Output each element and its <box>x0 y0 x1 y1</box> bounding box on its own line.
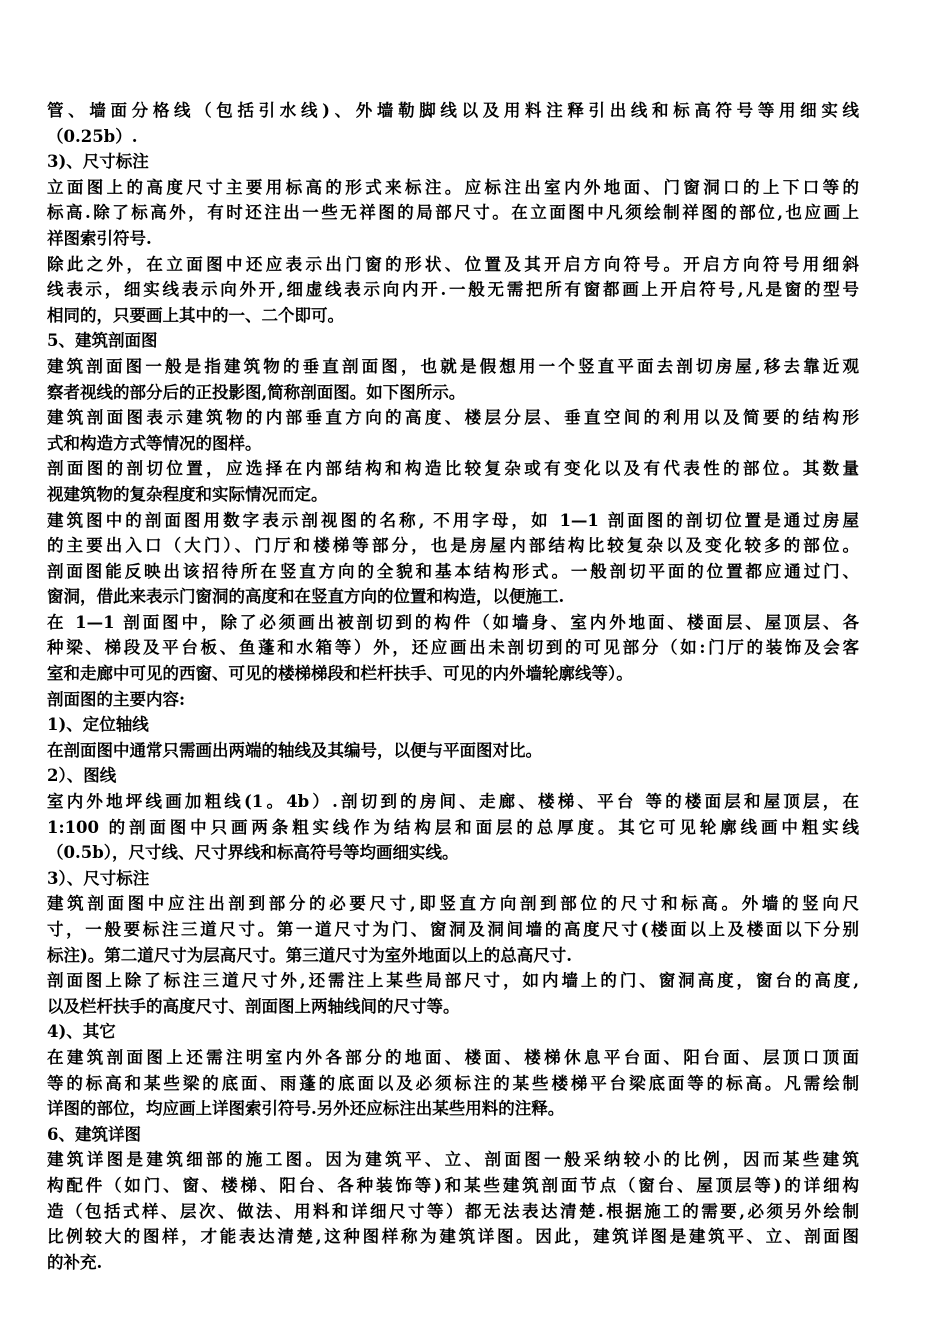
text-line: 剖面图能反映出该招待所在竖直方向的全貌和基本结构形式。一般剖切平面的位置都应通过门、 <box>47 561 859 581</box>
text-line: 祥图索引符号. <box>47 228 152 248</box>
text-line: 3）、尺寸标注 <box>47 868 150 888</box>
text-line: 相同的，只要画上其中的一、二个即可。 <box>47 305 344 325</box>
text-line: 的补充. <box>47 1252 103 1272</box>
text-line: 建筑剖面图表示建筑物的内部垂直方向的高度、楼层分层、垂直空间的利用以及简要的结构形 <box>47 408 859 428</box>
text-line: 在 1—1 剖面图中，除了必须画出被剖切到的构件（如墙身、室内外地面、楼面层、屋顶层、各 <box>47 612 859 632</box>
text-line: 建筑剖面图一般是指建筑物的垂直剖面图，也就是假想用一个竖直平面去剖切房屋,移去靠近观 <box>47 356 859 376</box>
text-line: 除此之外，在立面图中还应表示出门窗的形状、位置及其开启方向符号。开启方向符号用细斜 <box>47 254 859 274</box>
text-line: 管、墙面分格线（包括引水线)、外墙勒脚线以及用料注释引出线和标高符号等用细实线 <box>47 101 859 120</box>
text-line: 1)、定位轴线 <box>47 715 149 735</box>
text-line: 等的标高和某些梁的底面、雨蓬的底面以及必须标注的某些楼梯平台梁底面等的标高。凡需绘制 <box>47 1073 859 1093</box>
text-line: 视建筑物的复杂程度和实际情况而定。 <box>47 484 328 504</box>
document-body <box>47 98 859 1275</box>
text-line: 式和构造方式等情况的图样。 <box>47 433 262 453</box>
text-line: 在建筑剖面图上还需注明室内外各部分的地面、楼面、楼梯休息平台面、阳台面、层顶口顶面 <box>47 1047 859 1067</box>
text-line: 建筑图中的剖面图用数字表示剖视图的名称, 不用字母，如 1—1 剖面图的剖切位置是通过房屋 <box>47 510 859 530</box>
text-line: 剖面图的主要内容: <box>47 689 186 709</box>
text-line: 建筑剖面图中应注出剖到部分的必要尺寸,即竖直方向剖到部位的尺寸和标高。外墙的竖向尺 <box>47 894 859 914</box>
text-line: 1:100 的剖面图中只画两条粗实线作为结构层和面层的总厚度。其它可见轮廓线画中粗实线 <box>47 817 859 837</box>
text-line: 标注)。第二道尺寸为层高尺寸。第三道尺寸为室外地面以上的总高尺寸. <box>47 945 573 965</box>
text-line: 造（包括式样、层次、做法、用料和详细尺寸等）都无法表达清楚.根据施工的需要,必须另外绘制 <box>47 1201 859 1221</box>
text-line: 窗洞，借此来表示门窗洞的高度和在竖直方向的位置和构造，以便施工. <box>47 587 565 607</box>
text-line: 的主要出入口（大门）、门厅和楼梯等部分，也是房屋内部结构比较复杂以及变化较多的部位。 <box>47 536 859 556</box>
text-line: 比例较大的图样，才能表达清楚,这种图样称为建筑详图。因此，建筑详图是建筑平、立、剖面图 <box>47 1227 859 1247</box>
text-line: 剖面图上除了标注三道尺寸外,还需注上某些局部尺寸，如内墙上的门、窗洞高度，窗台的高度, <box>47 971 859 991</box>
text-line: 立面图上的高度尺寸主要用标高的形式来标注。应标注出室内外地面、门窗洞口的上下口等的 <box>47 177 859 197</box>
text-line: 4)、其它 <box>47 1022 116 1042</box>
text-line: 标高.除了标高外，有时还注出一些无祥图的局部尺寸。在立面图中凡须绘制祥图的部位,也应画上 <box>47 203 859 223</box>
text-line: 以及栏杆扶手的高度尺寸、剖面图上两轴线间的尺寸等。 <box>47 996 460 1016</box>
text-line: 构配件（如门、窗、楼梯、阳台、各种装饰等)和某些建筑剖面节点（窗台、屋顶层等)的详细构 <box>47 1175 859 1195</box>
text-line: 详图的部位，均应画上详图索引符号.另外还应标注出某些用料的注释。 <box>47 1099 565 1119</box>
text-line: （0.5b），尺寸线、尺寸界线和标高符号等均画细实线。 <box>47 843 459 863</box>
text-line: 2）、图线 <box>47 766 117 786</box>
text-line: 寸，一般要标注三道尺寸。第一道尺寸为门、窗洞及洞间墙的高度尺寸(楼面以上及楼面以下分别 <box>47 920 859 939</box>
text-line: 种梁、梯段及平台板、鱼蓬和水箱等）外，还应画出未剖切到的可见部分（如:门厅的装饰及会客 <box>47 638 859 658</box>
text-line: 在剖面图中通常只需画出两端的轴线及其编号，以便与平面图对比。 <box>47 740 542 760</box>
text-line: 室和走廊中可见的西窗、可见的楼梯梯段和栏杆扶手、可见的内外墙轮廓线等）。 <box>47 664 633 684</box>
text-line: 室内外地坪线画加粗线(1。4b）.剖切到的房间、走廊、楼梯、平台 等的楼面层和屋顶层，在 <box>47 792 859 812</box>
text-line: （0.25b）. <box>47 126 138 146</box>
text-line: 建筑详图是建筑细部的施工图。因为建筑平、立、剖面图一般采纳较小的比例，因而某些建筑 <box>47 1150 859 1170</box>
text-line: 剖面图的剖切位置，应选择在内部结构和构造比较复杂或有变化以及有代表性的部位。其数量 <box>47 459 859 479</box>
text-line: 6、建筑详图 <box>47 1124 141 1144</box>
text-line: 3)、尺寸标注 <box>47 152 149 172</box>
text-line: 5、建筑剖面图 <box>47 331 158 351</box>
text-line: 线表示，细实线表示向外开,细虚线表示向内开.一般无需把所有窗都画上开启符号,凡是窗的型号 <box>47 280 859 300</box>
text-line: 察者视线的部分后的正投影图,简称剖面图。如下图所示。 <box>47 382 466 402</box>
